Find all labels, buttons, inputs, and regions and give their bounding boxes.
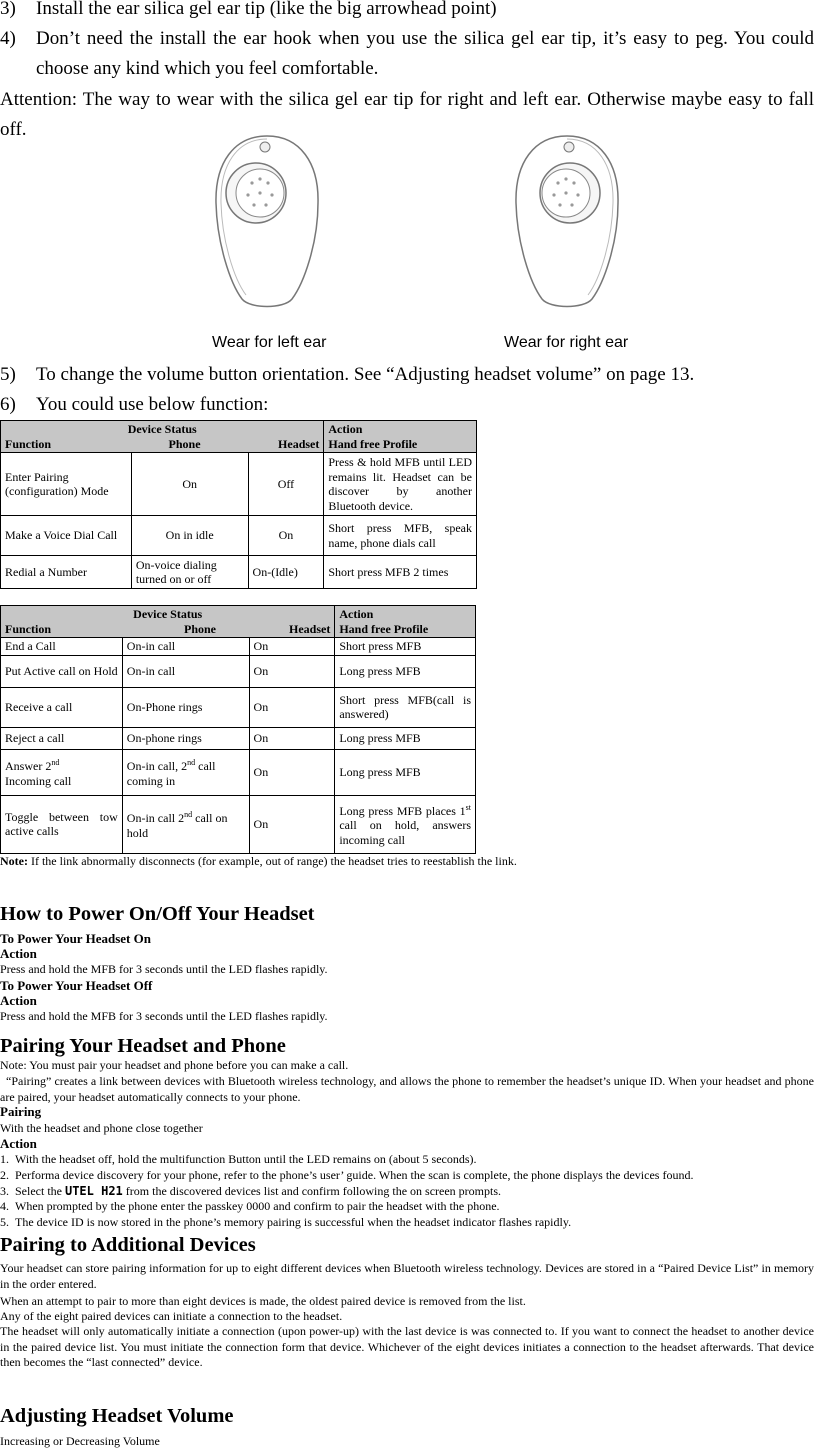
pairing-step: 4. When prompted by the phone enter the passkey 0000 and confirm to pair the headset with the phone.	[0, 1199, 500, 1213]
action-cell: Press & hold MFB until LED remains lit. Headset can be discover by another Bluetooth device.	[324, 453, 477, 516]
profile-label: Hand free Profile	[339, 621, 429, 636]
power-section-title: How to Power On/Off Your Headset	[0, 903, 315, 925]
table-row	[1, 556, 477, 589]
power-on-action-label: Action	[0, 946, 37, 961]
headset-cell: Off	[248, 453, 324, 516]
step-text: To change the volume button orientation. See “Adjusting headset volume” on page 13.	[36, 364, 695, 385]
headset-cell: On	[248, 516, 324, 556]
power-off-title: To Power Your Headset Off	[0, 978, 153, 993]
left-ear-caption: Wear for left ear	[212, 334, 327, 351]
left-ear-earpiece-figure	[212, 133, 322, 311]
action-header	[335, 606, 476, 638]
power-off-action-label: Action	[0, 993, 37, 1008]
headset-cell: On	[249, 727, 335, 749]
phone-cell: On-in call 2nd call on hold	[122, 795, 249, 853]
pairing-condition: With the headset and phone close together	[0, 1121, 203, 1135]
right-ear-earpiece-figure	[512, 133, 622, 311]
pairing-label: Pairing	[0, 1104, 42, 1119]
action-cell: Short press MFB(call is answered)	[335, 687, 476, 727]
phone-header: Phone	[184, 621, 217, 636]
device-status-header	[1, 606, 335, 638]
pairing-description: “Pairing” creates a link between devices with Bluetooth wireless technology, and allows the phone to remember the headset’s unique ID. When your headset and phone are paired, your headset automatically connects to your phone.	[0, 1074, 814, 1104]
pairing-step: 5. The device ID is now stored in the phone’s memory pairing is successful when the headset indicator flashes rapidly.	[0, 1215, 572, 1229]
right-ear-caption: Wear for right ear	[504, 334, 629, 351]
action-cell: Short press MFB 2 times	[324, 556, 477, 589]
table-row	[1, 749, 476, 795]
headset-cell: On	[249, 749, 335, 795]
table-row	[1, 638, 476, 656]
action-label: Action	[328, 422, 363, 436]
function-header: Function	[5, 436, 52, 451]
function-cell: Toggle between tow active calls	[1, 795, 123, 853]
volume-subtitle: Increasing or Decreasing Volume	[0, 1434, 160, 1448]
phone-header: Phone	[168, 436, 201, 451]
function-cell: Redial a Number	[1, 556, 132, 589]
additional-paragraph-4: The headset will only automatically initiate a connection (upon power-up) with the last device is was connected to. If you want to connect the headset to another device in the paired device list. You must initiate the connection form that device. Whichever of the eight devices initiates a connection to the headset afterwards. That device then becomes the “last connected” device.	[0, 1324, 814, 1369]
function-cell: Receive a call	[1, 687, 123, 727]
step-text: You could use below function:	[36, 394, 269, 415]
pairing-note: Note: You must pair your headset and phone before you can make a call.	[0, 1058, 349, 1072]
table-row	[1, 795, 476, 853]
additional-devices-title: Pairing to Additional Devices	[0, 1234, 256, 1256]
action-header	[324, 421, 477, 453]
function-cell: Reject a call	[1, 727, 123, 749]
action-cell: Long press MFB places 1st call on hold, answers incoming call	[335, 795, 476, 853]
phone-cell: On in idle	[131, 516, 248, 556]
additional-paragraph-3: Any of the eight paired devices can initiate a connection to the headset.	[0, 1309, 343, 1323]
device-name: UTEL H21	[64, 1184, 123, 1198]
headset-cell: On	[249, 638, 335, 656]
pairing-action-label: Action	[0, 1136, 37, 1151]
power-on-text: Press and hold the MFB for 3 seconds until the LED flashes rapidly.	[0, 962, 328, 976]
function-table-2	[0, 605, 476, 854]
headset-cell: On	[249, 687, 335, 727]
step-number: 6)	[0, 394, 16, 415]
phone-cell: On-voice dialing turned on or off	[131, 556, 248, 589]
phone-cell: On-in call, 2nd call coming in	[122, 749, 249, 795]
power-off-text: Press and hold the MFB for 3 seconds until the LED flashes rapidly.	[0, 1009, 328, 1023]
step-number: 4)	[0, 28, 16, 49]
table-row	[1, 453, 477, 516]
step-3	[0, 0, 814, 24]
table-header-row	[1, 606, 476, 638]
phone-cell: On-in call	[122, 655, 249, 687]
table-row	[1, 687, 476, 727]
action-cell: Short press MFB	[335, 638, 476, 656]
phone-cell: On-phone rings	[122, 727, 249, 749]
pairing-section-title: Pairing Your Headset and Phone	[0, 1035, 286, 1057]
pairing-step: 3. Select the UTEL H21 from the discovered devices list and confirm following the on screen prompts.	[0, 1184, 502, 1198]
step-number: 3)	[0, 0, 16, 19]
table-row	[1, 727, 476, 749]
step-4	[0, 24, 814, 84]
pairing-step: 2. Performa device discovery for your phone, refer to the phone’s user’ guide. When the scan is complete, the phone displays the devices found.	[0, 1168, 694, 1182]
step-text: Install the ear silica gel ear tip (like the big arrowhead point)	[36, 0, 497, 19]
device-status-header	[1, 421, 324, 453]
step-5	[0, 360, 814, 390]
step-6	[0, 390, 814, 420]
headset-cell: On	[249, 795, 335, 853]
phone-cell: On-in call	[122, 638, 249, 656]
step-number: 5)	[0, 364, 16, 385]
headset-header: Headset	[289, 621, 331, 636]
function-cell: Enter Pairing (configuration) Mode	[1, 453, 132, 516]
profile-label: Hand free Profile	[328, 436, 418, 451]
action-cell: Long press MFB	[335, 749, 476, 795]
action-cell: Long press MFB	[335, 727, 476, 749]
additional-paragraph-2: When an attempt to pair to more than eight devices is made, the oldest paired device is removed from the list.	[0, 1294, 526, 1308]
link-note: Note: If the link abnormally disconnects (for example, out of range) the headset tries to reestablish the link.	[0, 854, 517, 868]
function-cell: Put Active call on Hold	[1, 655, 123, 687]
table-row	[1, 516, 477, 556]
headset-cell: On-(Idle)	[248, 556, 324, 589]
device-status-label: Device Status	[133, 607, 203, 621]
headset-header: Headset	[278, 436, 320, 451]
table-header-row	[1, 421, 477, 453]
function-cell: End a Call	[1, 638, 123, 656]
phone-cell: On-Phone rings	[122, 687, 249, 727]
function-cell: Make a Voice Dial Call	[1, 516, 132, 556]
attention-text: Attention: The way to wear with the silica gel ear tip for right and left ear. Otherwise maybe easy to fall off.	[0, 89, 814, 140]
function-cell: Answer 2nd Incoming call	[1, 749, 123, 795]
action-label: Action	[339, 607, 374, 621]
device-status-label: Device Status	[127, 422, 197, 436]
step-text: Don’t need the install the ear hook when you use the silica gel ear tip, it’s easy to peg. You could choose any kind which you feel comfortable.	[36, 28, 814, 79]
headset-cell: On	[249, 655, 335, 687]
volume-section-title: Adjusting Headset Volume	[0, 1405, 234, 1427]
table-row	[1, 655, 476, 687]
power-on-title: To Power Your Headset On	[0, 931, 151, 946]
function-table-1	[0, 420, 477, 589]
function-header: Function	[5, 621, 52, 636]
action-cell: Long press MFB	[335, 655, 476, 687]
phone-cell: On	[131, 453, 248, 516]
additional-paragraph-1: Your headset can store pairing information for up to eight different devices when Bluetooth wireless technology. Devices are stored in a “Paired Device List” in memory in the order entered.	[0, 1261, 814, 1291]
action-cell: Short press MFB, speak name, phone dials call	[324, 516, 477, 556]
pairing-step: 1. With the headset off, hold the multifunction Button until the LED remains on (about 5 seconds).	[0, 1152, 477, 1166]
